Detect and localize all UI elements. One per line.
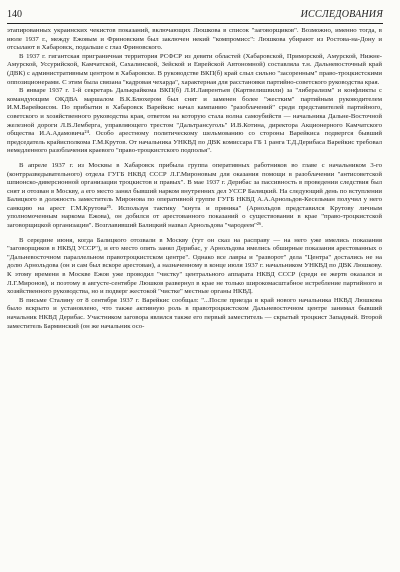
running-head: ИССЛЕДОВАНИЯ bbox=[300, 9, 383, 20]
article-body bbox=[7, 27, 382, 331]
page-number: 140 bbox=[7, 9, 22, 20]
page-header bbox=[7, 9, 383, 21]
paragraph: В 1937 г. гигантская приграничная территория РСФСР из девяти областей (Хабаровской, Приморской, Амурской, Нижне-Амурской, Уссурийской, Камчатской, Сахалинской, Зейской и Еврейской Автономной) составляла т.н. Дальневосточный край (ДВК) с административным центром в Хабаровске. В руководстве ВКП(б) край слыл сильно "засоренным" право-троцкистскими оппозиционерами. С этим была связана "кадровая чехарда", характерная для расстановки партийно-советского руководства края. bbox=[7, 52, 382, 86]
paragraph: В письме Сталину от 8 сентября 1937 г. Варейкис сообщал: "...После приезда в край нового начальника НКВД Люшкова было вскрыто и установлено, что также активную роль в правотроцкистском Дальневосточном центре занимал бывший начальник НКВД Дерибас. Участником заговора являлся также его первый заместитель — скрытый троцкист Западный. Второй заместитель Барминский (он же начальник осо- bbox=[7, 296, 382, 330]
paragraph: В апреле 1937 г. из Москвы в Хабаровск прибыла группа оперативных работников во главе с начальником 3-го (контрразведывательного) отдела ГУГБ НКВД СССР Л.Г.Мироновым для оказания помощи в разоблачении "антисоветской шпионско-диверсионной организации троцкистов и правых". В мае 1937 г. Дерибас за пассивность в проведении следствия был снят и отозван в Москву, а его место занял бывший нарком внутренних дел УССР Балицкий. На следующий день по вступлении Балицкого в должность заместитель Миронова по оперативной группе ГУГБ НКВД А.А.Арнольдов-Кесельман получил у него санкцию на арест Г.М.Крутова²⁵. Используя тактику "кнута и пряника" (Арнольдов представился Крутову личным уполномоченным наркома Ежова), он добился от арестованного показаний о существовании в крае "право-троцкистской заговорщицкой организации". Возглавивший Балицкий назвал Арнольдова "чародеем"²⁶. bbox=[7, 161, 382, 230]
paragraph: В середине июня, когда Балицкого отозвали в Москву (тут он сказ на расправу — на него уже имелись показания "заговорщиков в НКВД УССР"), и его место опять занял Дерибас, у Арнольдова имелись обширные показания арестованных о "Дальневосточном параллельном правотроцкистском центре". Однако все лавры и "разворот" дела "Центра" достались не на долю Арнольдова (он и сам был вскоре арестован), а назначенному в конце июля 1937 г. начальником УНКВД по ДВК Люшкову. К этому времени в Москве Ежов уже проводил "чистку" центрального аппарата НКВД СССР (среди ее жертв оказался и Л.Г.Миронов), и поэтому в августе-сентябре Люшков развернул в крае не только широкомасштабное истребление партийного и хозяйственного руководства, но и подверг жестокой "чистке" местные органы НКВД. bbox=[7, 236, 382, 296]
paragraph: В январе 1937 г. 1-й секретарь Далькрайкома ВКП(б) Л.И.Лаврентьев (Картвелишвили) за "либерализм" и конфликты с командующим ОКДВА маршалом В.К.Блюхером был снят и заменен более "жестким" партийным руководителем И.М.Варейкисом. По прибытии в Хабаровск Варейкис начал кампанию "разоблачений" среди представителей партийного, советского и хозяйственного руководства края, ответом на которую стала волна самоубийств — начальника Дальне-Восточной железной дороги Л.В.Лемберга, управляющего трестом "Дальтрансуголь" И.В.Котина, директора Акционерного Камчатского общества И.А.Адамовича²⁴. Особо арестному политическому шельмованию со стороны Варейкиса подвергся бывший председатель крайисполкома Г.М.Крутов. От начальника УНКВД по ДВК комиссара ГБ 1 ранга Т.Д.Дерибаса Варейкис требовал немедленного разоблачения краевого "право-троцкистского подполья". bbox=[7, 87, 382, 155]
paragraph: этапированных украинских чекистов показаний, включающих Люшкова в список "заговорщиков". Возможно, именно тогда, в июле 1937 г., между Ежовым и Фриновским был заключен некий "компромисс": Люшкова убирают из Ростова-на-Дону и отсылают в Хабаровск, подальше с глаз Фриновского. bbox=[7, 27, 382, 52]
header-rule bbox=[7, 23, 383, 24]
